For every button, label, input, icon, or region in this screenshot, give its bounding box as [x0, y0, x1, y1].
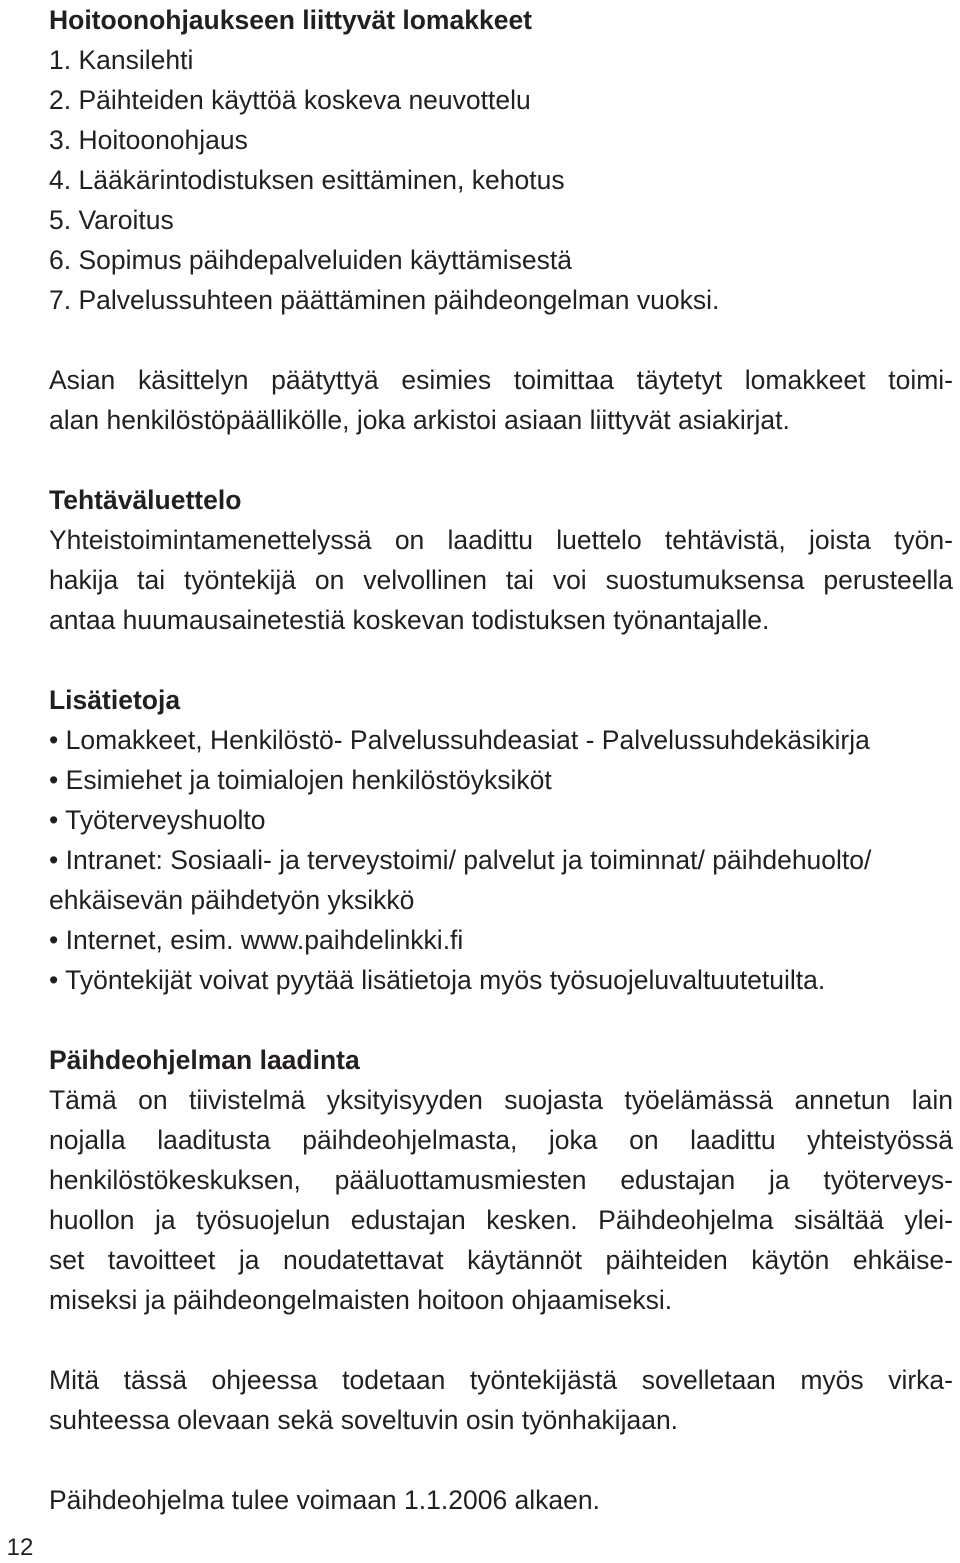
forms-list-item: 1. Kansilehti [49, 45, 194, 75]
program-paragraph-line: huollon ja työsuojelun edustajan kesken. Päihdeohjelma sisältää ylei- [49, 1205, 953, 1235]
forms-list-item: 7. Palvelussuhteen päättäminen päihdeongelman vuoksi. [49, 285, 720, 315]
paragraph-gap [49, 1440, 953, 1480]
more-info-item: • Esimiehet ja toimialojen henkilöstöyksiköt [49, 765, 552, 795]
task-list-line: antaa huumausainetestiä koskevan todistuksen työnantajalle. [49, 605, 770, 635]
more-info-item: • Työntekijät voivat pyytää lisätietoja myös työsuojeluvaltuutetuilta. [49, 965, 826, 995]
program-paragraph-line: miseksi ja päihdeongelmaisten hoitoon ohjaamiseksi. [49, 1285, 673, 1315]
document-page [49, 0, 953, 1520]
task-list-line: hakija tai työntekijä on velvollinen tai voi suostumuksensa perusteella [49, 565, 953, 595]
more-info-heading: Lisätietoja [49, 685, 181, 715]
more-info-item: • Lomakkeet, Henkilöstö- Palvelussuhdeasiat - Palvelussuhdekäsikirja [49, 725, 870, 755]
forms-note-line: alan henkilöstöpäällikölle, joka arkistoi asiaan liittyvät asiakirjat. [49, 405, 790, 435]
page-number: 12 [6, 1534, 34, 1561]
program-paragraph-line: nojalla laaditusta päihdeohjelmasta, joka on laadittu yhteistyössä [49, 1125, 953, 1155]
forms-list-item: 5. Varoitus [49, 205, 174, 235]
program-paragraph-line: suhteessa olevaan sekä soveltuvin osin työnhakijaan. [49, 1405, 679, 1435]
program-paragraph-line: set tavoitteet ja noudatettavat käytännöt päihteiden käytön ehkäise- [49, 1245, 953, 1275]
task-list-heading: Tehtäväluettelo [49, 485, 242, 515]
program-paragraph-line: Mitä tässä ohjeessa todetaan työntekijästä sovelletaan myös virka- [49, 1365, 953, 1395]
more-info-item: • Internet, esim. www.paihdelinkki.fi [49, 925, 464, 955]
program-heading: Päihdeohjelman laadinta [49, 1045, 360, 1075]
program-effective-date: Päihdeohjelma tulee voimaan 1.1.2006 alkaen. [49, 1485, 601, 1515]
program-paragraph-line: henkilöstökeskuksen, pääluottamusmiesten edustajan ja työterveys- [49, 1165, 953, 1195]
forms-note-line: Asian käsittelyn päätyttyä esimies toimittaa täytetyt lomakkeet toimi- [49, 365, 953, 395]
paragraph-gap [49, 640, 953, 680]
forms-list-item: 6. Sopimus päihdepalveluiden käyttämisestä [49, 245, 572, 275]
paragraph-gap [49, 320, 953, 360]
more-info-item: • Työterveyshuolto [49, 805, 266, 835]
more-info-item: ehkäisevän päihdetyön yksikkö [49, 885, 415, 915]
forms-list-item: 3. Hoitoonohjaus [49, 125, 248, 155]
program-paragraph-line: Tämä on tiivistelmä yksityisyyden suojasta työelämässä annetun lain [49, 1085, 953, 1115]
paragraph-gap [49, 1320, 953, 1360]
forms-list-item: 4. Lääkärintodistuksen esittäminen, kehotus [49, 165, 565, 195]
forms-list-item: 2. Päihteiden käyttöä koskeva neuvottelu [49, 85, 531, 115]
paragraph-gap [49, 1000, 953, 1040]
more-info-item: • Intranet: Sosiaali- ja terveystoimi/ palvelut ja toiminnat/ päihdehuolto/ [49, 845, 872, 875]
paragraph-gap [49, 440, 953, 480]
forms-heading: Hoitoonohjaukseen liittyvät lomakkeet [49, 5, 533, 35]
task-list-line: Yhteistoimintamenettelyssä on laadittu luettelo tehtävistä, joista työn- [49, 525, 953, 555]
